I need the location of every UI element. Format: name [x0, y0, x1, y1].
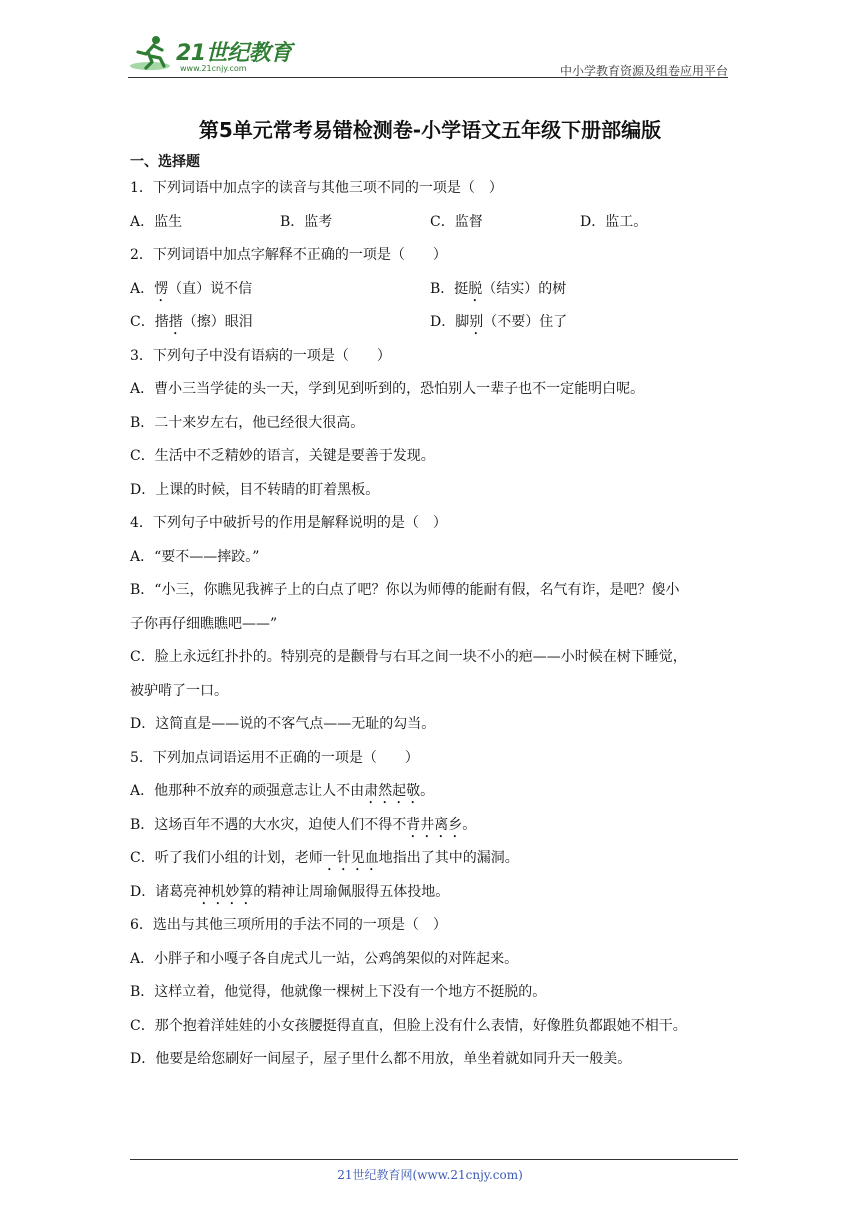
- emphasis-dot-text: 别: [469, 314, 484, 330]
- question-list: [130, 172, 730, 1077]
- q5-option-b: B．这场百年不遇的大水灾，迫使人们不得不背井离乡。: [130, 816, 477, 833]
- page-title: 第5单元常考易错检测卷-小学语文五年级下册部编版: [198, 118, 662, 142]
- emphasis-dot-text: 愣: [154, 280, 169, 297]
- emphasis-dot-text: 脱: [468, 280, 483, 297]
- q4-stem: 4．下列句子中破折号的作用是解释说明的是（ ）: [130, 515, 447, 531]
- q4-option-c-line2: 被驴啃了一口。: [130, 682, 228, 699]
- emphasis-dot-text: 一针见血: [322, 850, 379, 866]
- q2-option-c: C．揩揩（擦）眼泪: [130, 314, 253, 330]
- q1-option-b: B．监考: [280, 213, 333, 230]
- platform-name: 中小学教育资源及组卷应用平台: [559, 64, 728, 78]
- page-header: [128, 30, 728, 78]
- q2-options-row1: [130, 273, 730, 307]
- q2-stem: 2．下列词语中加点字解释不正确的一项是（ ）: [130, 247, 447, 263]
- q6-option-c: C．那个抱着洋娃娃的小女孩腰挺得直直，但脸上没有什么表情，好像胜负都跟她不相干。: [130, 1017, 687, 1034]
- emphasis-dot-text: 揩: [168, 314, 183, 330]
- logo-url: www.21cnjy.com: [180, 64, 247, 73]
- logo: [128, 32, 298, 76]
- q4-option-d: D．这简直是——说的不客气点——无耻的勾当。: [130, 716, 436, 732]
- q2-options-row2: [130, 306, 730, 340]
- emphasis-dot-text: 肃然起敬: [364, 783, 421, 799]
- q6-option-d: D．他要是给您刷好一间屋子，屋子里什么都不用放，单坐着就如同升天一般美。: [130, 1051, 632, 1067]
- q3-option-b: B．二十来岁左右，他已经很大很高。: [130, 414, 365, 431]
- logo-text: 21世纪教育: [176, 41, 292, 66]
- emphasis-dot-text: 神机妙算: [197, 883, 254, 900]
- q1-option-d: D．监工。: [580, 213, 648, 230]
- footer-divider: [130, 1159, 738, 1160]
- q3-option-d: D．上课的时候，目不转睛的盯着黑板。: [130, 481, 380, 498]
- q3-stem: 3．下列句子中没有语病的一项是（ ）: [130, 347, 391, 364]
- q3-option-a: A．曹小三当学徒的头一天，学到见到听到的，恐怕别人一辈子也不一定能明白呢。: [130, 381, 645, 397]
- q6-option-b: B．这样立着，他觉得，他就像一棵树上下没有一个地方不挺脱的。: [130, 984, 547, 1000]
- q2-option-d: D．脚别（不要）住了: [430, 314, 568, 330]
- q1-options: [130, 206, 730, 240]
- q1-option-c: C．监督: [430, 213, 483, 230]
- q5-stem: 5．下列加点词语运用不正确的一项是（ ）: [130, 749, 419, 766]
- section-heading: 一、选择题: [130, 154, 200, 170]
- runner-logo-icon: [128, 32, 174, 72]
- emphasis-dot-text: 背井离乡: [406, 816, 463, 833]
- header-divider: [128, 77, 728, 78]
- q5-option-c: C．听了我们小组的计划，老师一针见血地指出了其中的漏洞。: [130, 850, 519, 866]
- footer-text: 21世纪教育网(www.21cnjy.com): [337, 1168, 523, 1182]
- q4-option-a: A．“要不——摔跤。”: [130, 548, 260, 565]
- q1-stem: 1．下列词语中加点字的读音与其他三项不同的一项是（ ）: [130, 180, 503, 196]
- q2-option-a: A．愣（直）说不信: [130, 280, 253, 297]
- q4-option-c-line1: C．脸上永远红扑扑的。特别亮的是颧骨与右耳之间一块不小的疤——小时候在树下睡觉，: [130, 649, 687, 665]
- q4-option-b-line2: 子你再仔细瞧瞧吧——”: [130, 615, 278, 632]
- q1-option-a: A．监生: [130, 213, 183, 230]
- q4-option-b-line1: B．“小三，你瞧见我裤子上的白点了吧？你以为师傅的能耐有假，名气有诈，是吧？傻小: [130, 582, 680, 598]
- q6-option-a: A．小胖子和小嘎子各自虎式儿一站，公鸡鸽架似的对阵起来。: [130, 950, 519, 967]
- q3-option-c: C．生活中不乏精妙的语言，关键是要善于发现。: [130, 448, 435, 464]
- q6-stem: 6．选出与其他三项所用的手法不同的一项是（ ）: [130, 917, 447, 933]
- q5-option-d: D．诸葛亮神机妙算的精神让周瑜佩服得五体投地。: [130, 883, 450, 900]
- q5-option-a: A．他那种不放弃的顽强意志让人不由肃然起敬。: [130, 783, 435, 799]
- q2-option-b: B．挺脱（结实）的树: [430, 280, 567, 297]
